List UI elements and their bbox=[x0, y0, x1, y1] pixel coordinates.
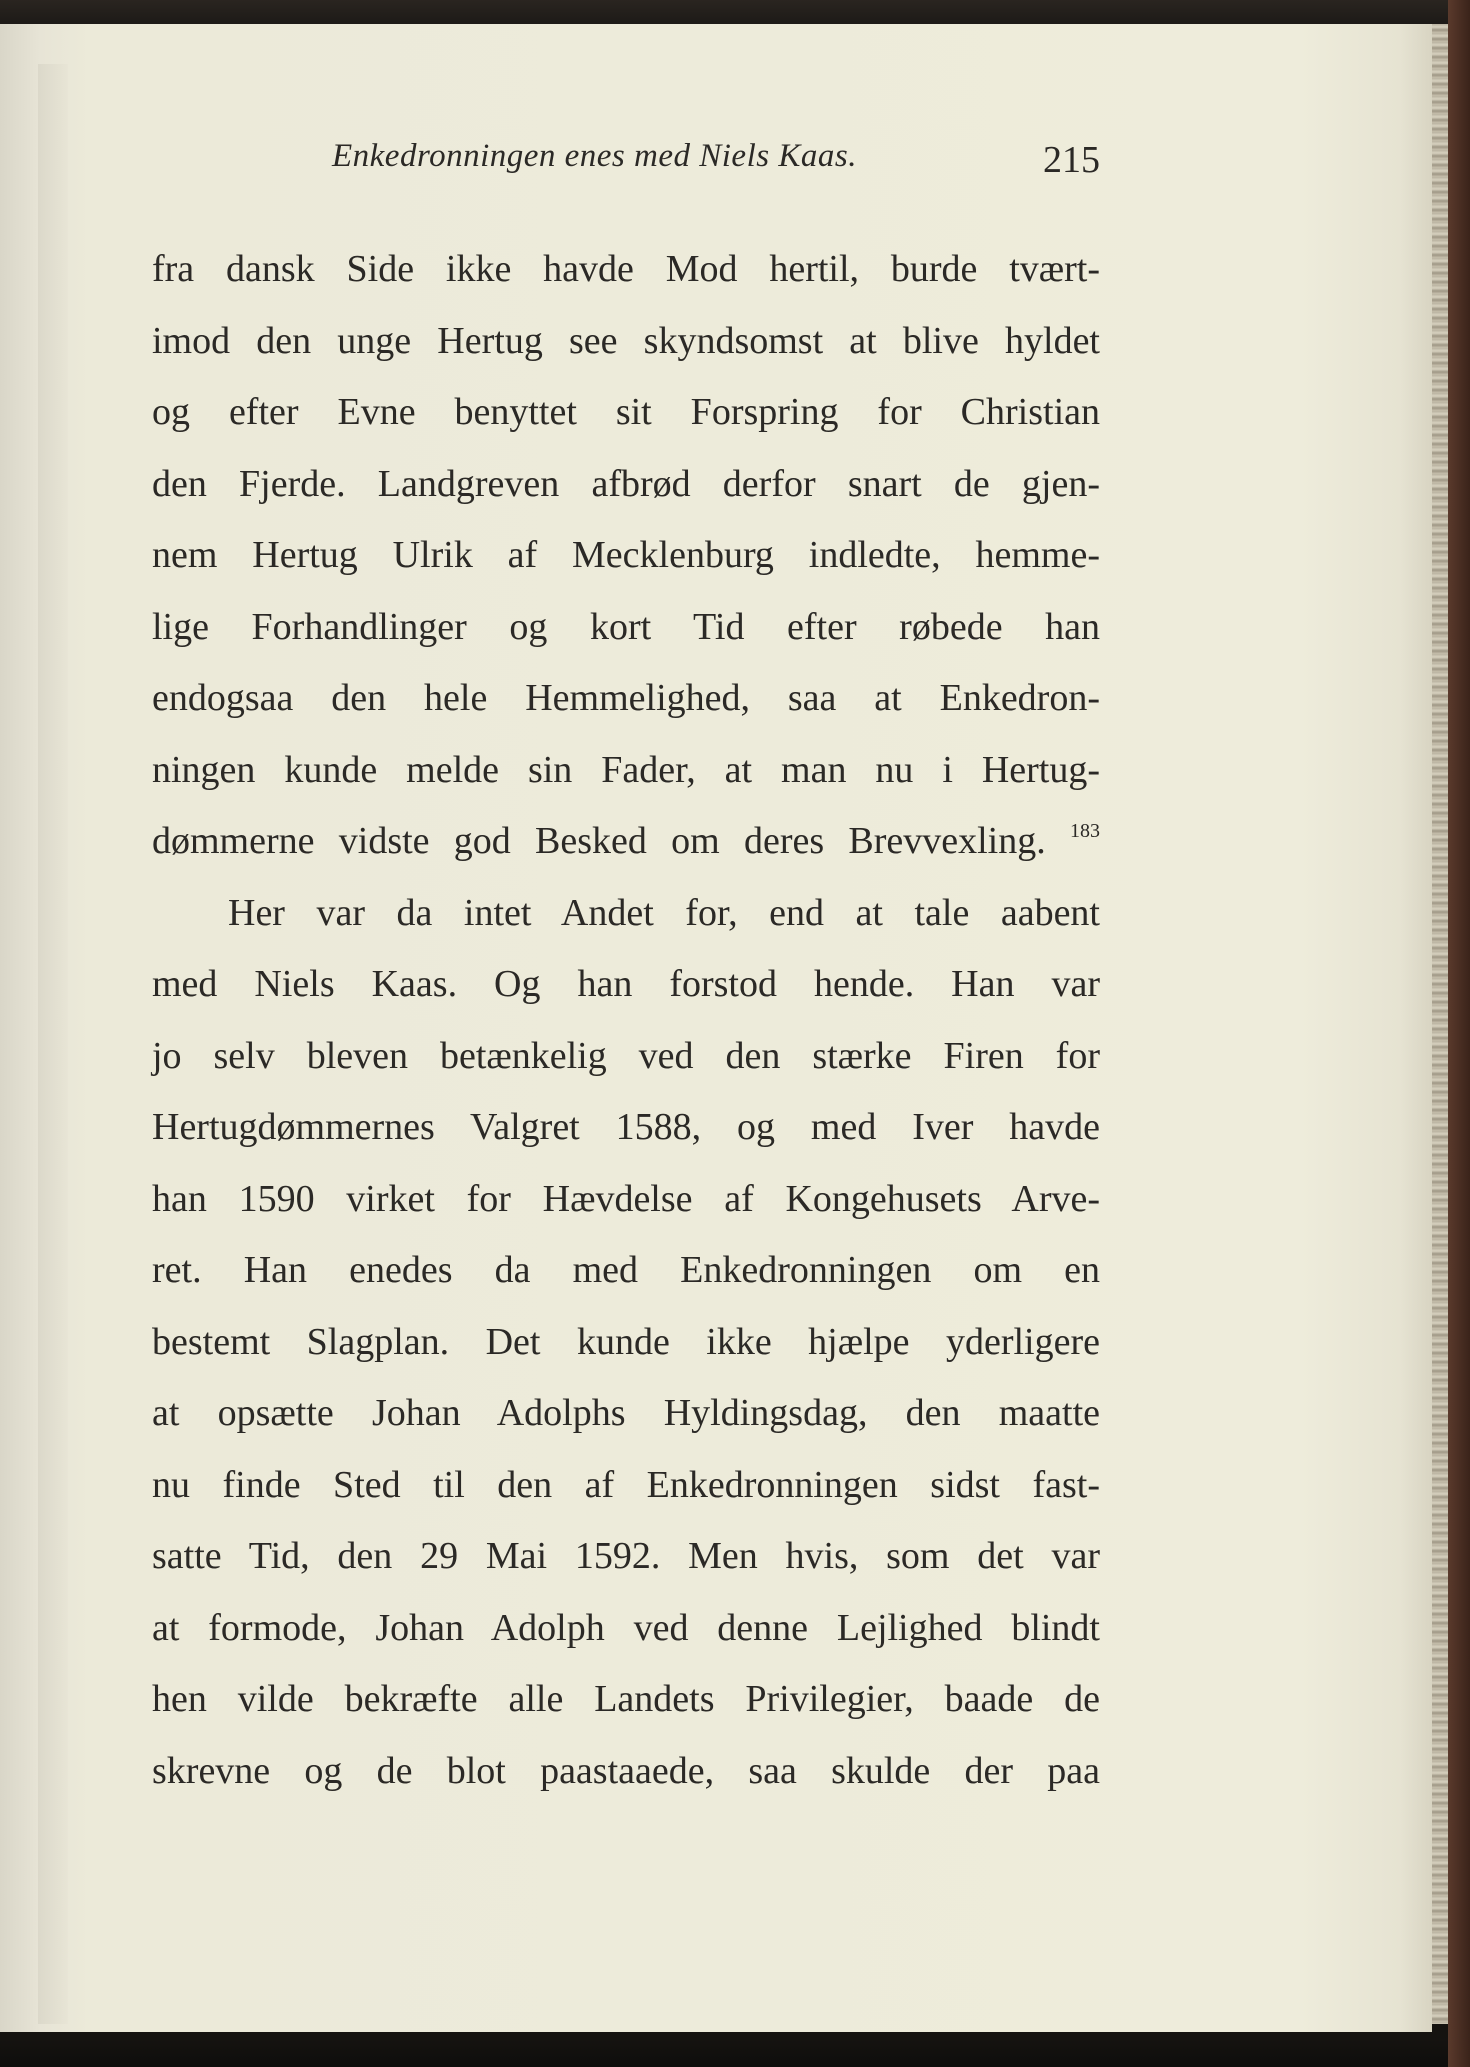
running-head bbox=[152, 138, 1100, 188]
text-line: skrevne og de blot paastaaede, saa skulde der paa bbox=[152, 1749, 1100, 1792]
page-gutter-shadow bbox=[38, 64, 68, 2024]
text-line: nu finde Sted til den af Enkedronningen sidst fast- bbox=[152, 1463, 1100, 1506]
text-line: at opsætte Johan Adolphs Hyldingsdag, den maatte bbox=[152, 1392, 1100, 1434]
text-line: ret. Han enedes da med Enkedronningen om en bbox=[152, 1249, 1100, 1291]
text-line: han 1590 virket for Hævdelse af Kongehusets Arve- bbox=[152, 1177, 1100, 1220]
text-line: fra dansk Side ikke havde Mod hertil, burde tvært- bbox=[152, 248, 1100, 290]
text-line: bestemt Slagplan. Det kunde ikke hjælpe yderligere bbox=[152, 1320, 1100, 1363]
text-line: nem Hertug Ulrik af Mecklenburg indledte, hemme- bbox=[152, 534, 1100, 576]
text-line: at formode, Johan Adolph ved denne Lejlighed blindt bbox=[152, 1606, 1100, 1649]
running-title: Enkedronningen enes med Niels Kaas. bbox=[332, 138, 857, 174]
paragraph-end-line bbox=[152, 812, 1100, 884]
paragraph-start-line: Her var da intet Andet for, end at tale aabent bbox=[228, 891, 1100, 934]
text-line: lige Forhandlinger og kort Tid efter røbede han bbox=[152, 605, 1100, 648]
text-line: endogsaa den hele Hemmelighed, saa at Enkedron- bbox=[152, 677, 1100, 719]
text-line: imod den unge Hertug see skyndsomst at blive hyldet bbox=[152, 319, 1100, 362]
text-line: den Fjerde. Landgreven afbrød derfor snart de gjen- bbox=[152, 462, 1100, 505]
page-number: 215 bbox=[1043, 139, 1100, 181]
text-line: satte Tid, den 29 Mai 1592. Men hvis, som det var bbox=[152, 1535, 1100, 1577]
text-line: ningen kunde melde sin Fader, at man nu i Hertug- bbox=[152, 748, 1100, 791]
footnote-reference[interactable]: 183 bbox=[1070, 820, 1101, 842]
text-line-content: dømmerne vidste god Besked om deres Brevvexling. bbox=[152, 820, 1046, 862]
book-cover-edge bbox=[1448, 0, 1470, 2067]
text-line: og efter Evne benyttet sit Forspring for Christian bbox=[152, 391, 1100, 433]
body-text bbox=[152, 240, 1100, 1813]
text-line: jo selv bleven betænkelig ved den stærke Firen for bbox=[152, 1034, 1100, 1077]
text-line: hen vilde bekræfte alle Landets Privilegier, baade de bbox=[152, 1678, 1100, 1720]
text-line: med Niels Kaas. Og han forstod hende. Han var bbox=[152, 963, 1100, 1005]
page-edges bbox=[1432, 24, 1448, 2024]
text-line: Hertugdømmernes Valgret 1588, og med Iver havde bbox=[152, 1106, 1100, 1148]
